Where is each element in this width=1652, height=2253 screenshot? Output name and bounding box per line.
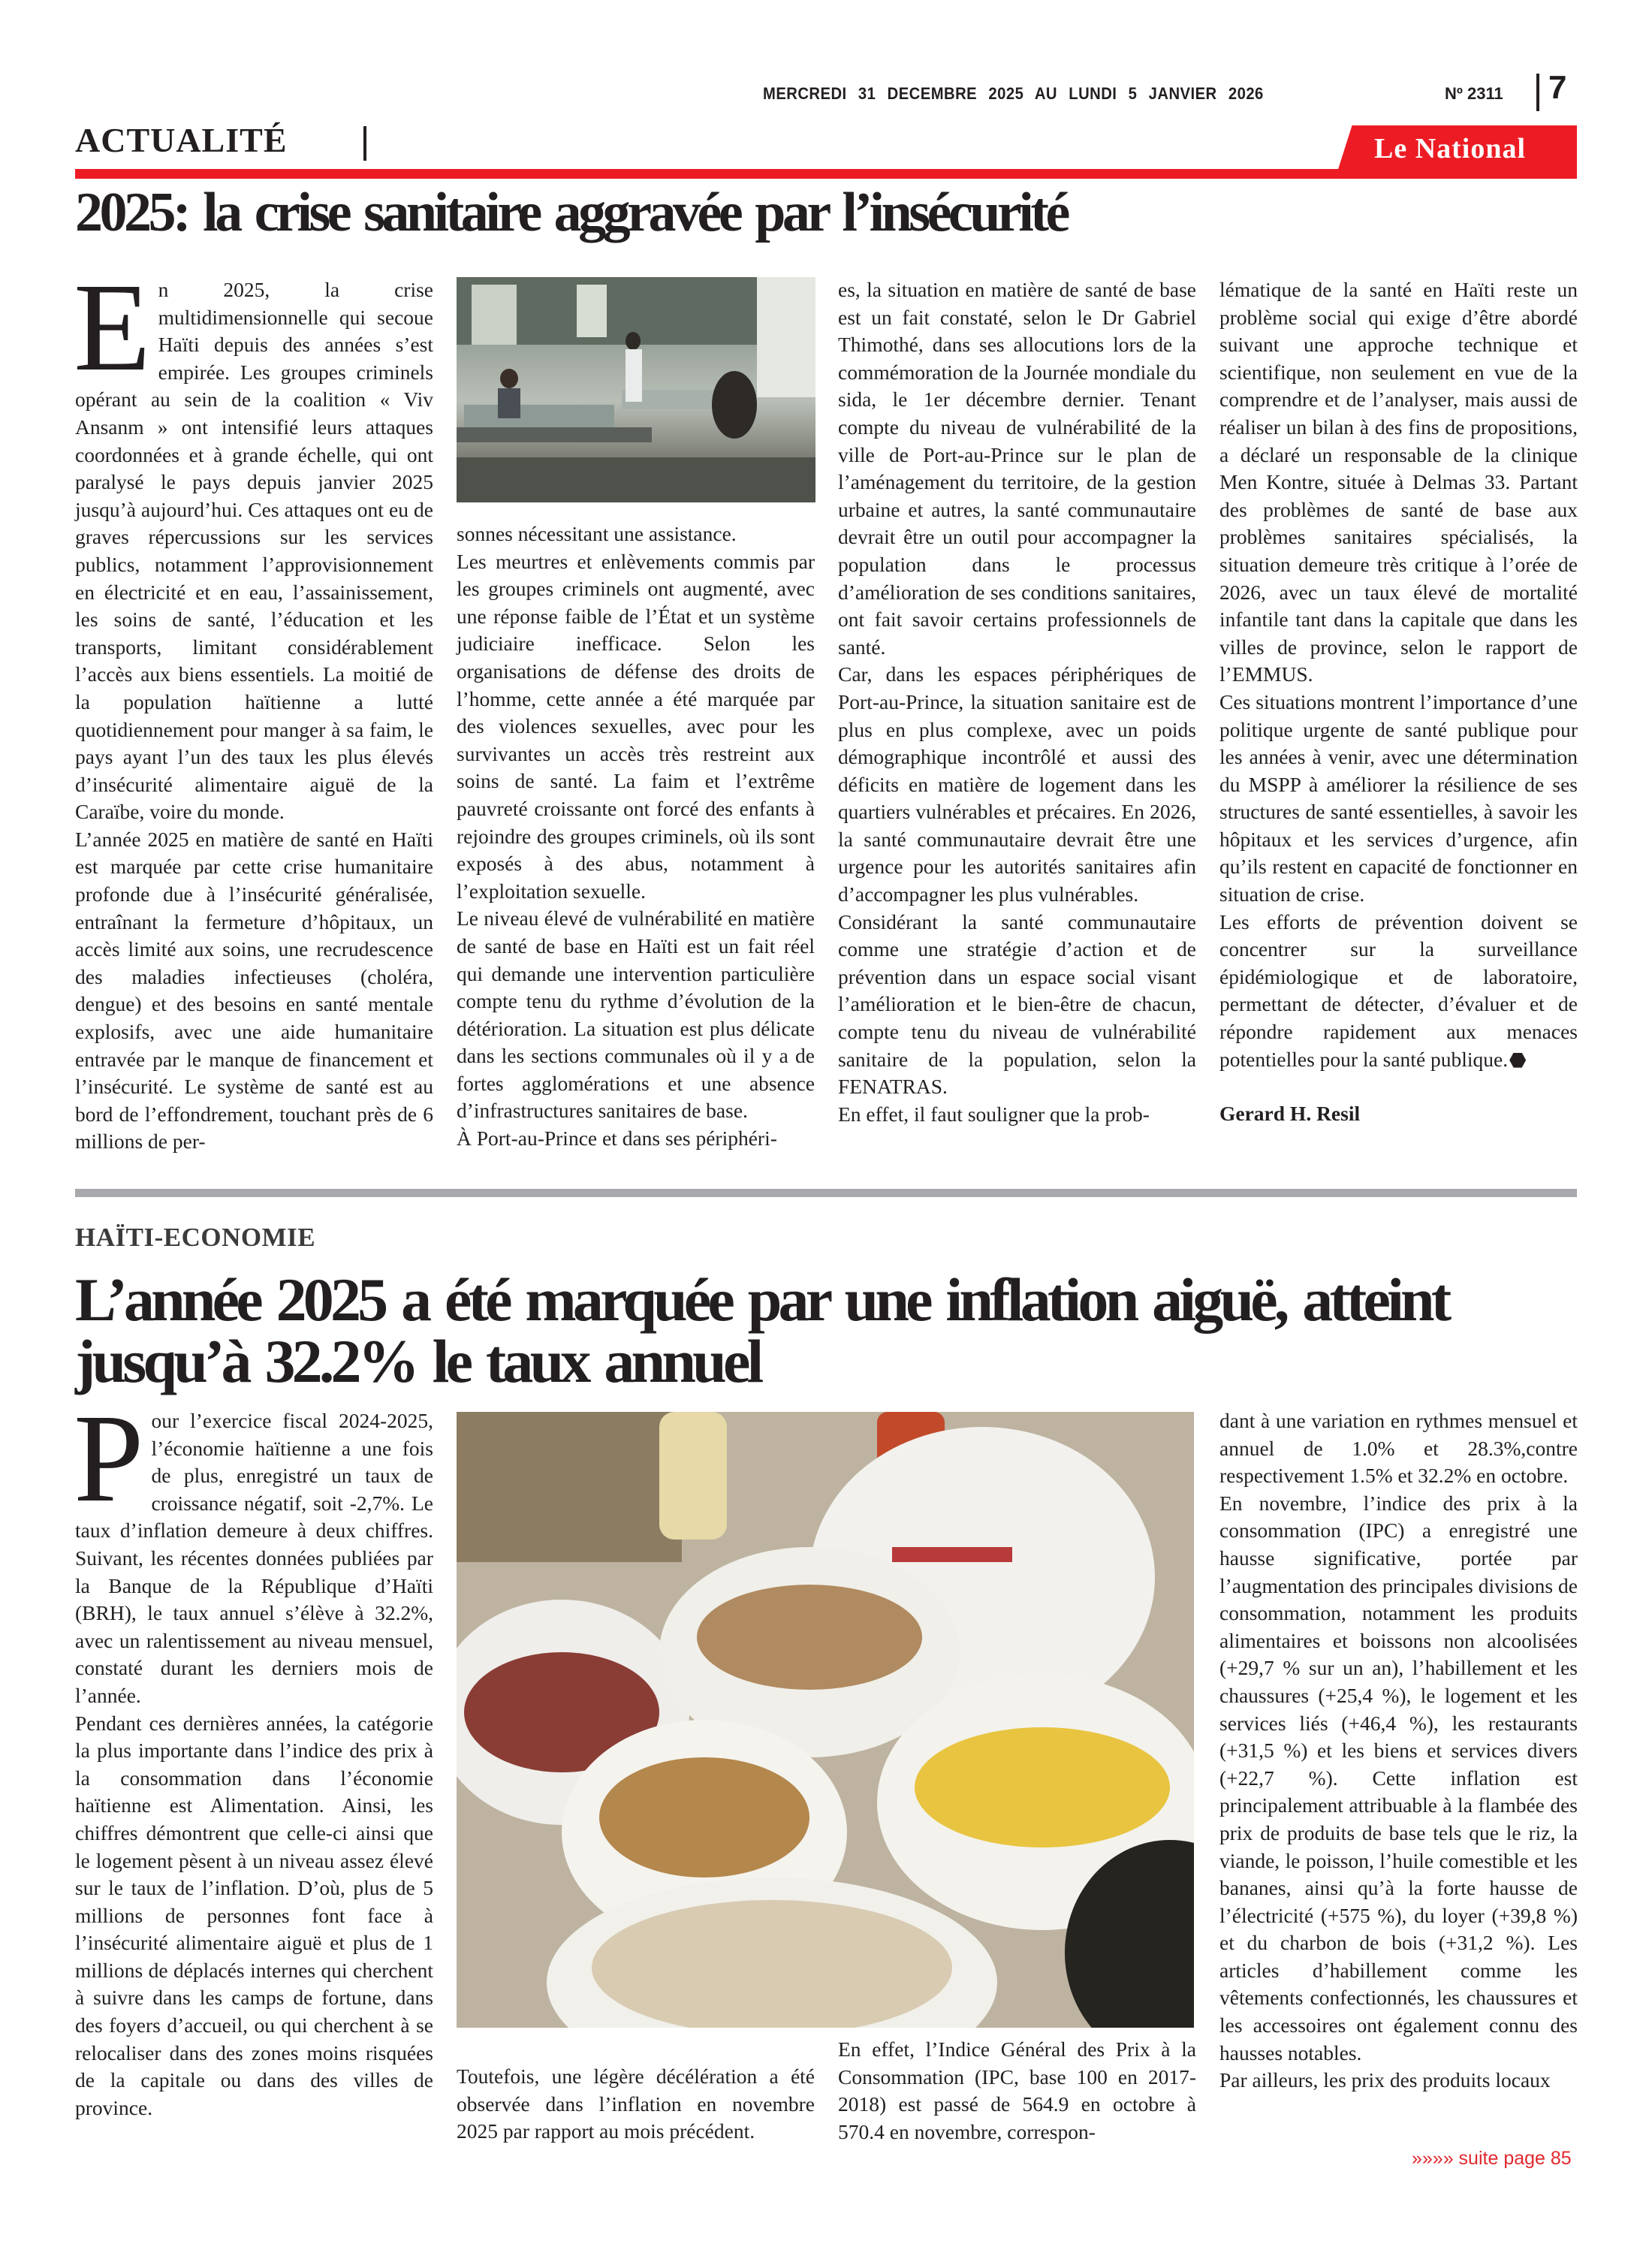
byline: Gerard H. Resil (1219, 1102, 1361, 1126)
paragraph: Car, dans les espaces périphériques de Port-au-Prince, la situation sanitaire est de plus en plus complexe, avec un poids démographique incontrôlé et aussi des déficits en matière de logement dans les quartiers vulnérables et précaires. En 2026, la santé communautaire devrait être une urgence pour les autorités sanitaires afin d’accompagner les plus vulnérables. (838, 662, 1196, 906)
article2-headline (75, 1265, 1449, 1395)
paragraph: À Port-au-Prince et dans ses périphéri- (457, 1126, 777, 1151)
paragraph: es, la situation en matière de santé de base est un fait constaté, selon le Dr Gabriel Thimothé, dans ses allocutions lors de la commémoration de la Journée mondiale du sida, le 1er décembre dernier. Tenant compte du niveau de vulnérabilité de la ville de Port-au-Prince sur le plan de l’aménagement du territoire, de la gestion urbaine et autres, la santé communautaire devrait être un outil pour accompagner la population dans le processus d’amélioration de ses conditions sanitaires, ont fait savoir certains professionnels de santé. (838, 278, 1196, 659)
market-photo (457, 1412, 1194, 2028)
divider (363, 126, 366, 161)
drop-cap: P (74, 1389, 144, 1528)
paragraph: Le niveau élevé de vulnérabilité en matière de santé de base en Haïti est un fait réel qui demande une intervention particulière compte tenu du rythme d’évolution de la détérioration. La situation est plus délicate dans les sections communales où il y a de fortes agglomérations et une absence d’infrastructures sanitaires de base. (457, 906, 815, 1123)
paragraphs (838, 2036, 1196, 2146)
paragraph: L’année 2025 en matière de santé en Haïti est marquée par cette crise humanitaire profonde due à l’insécurité généralisée, entraînant la fermeture d’hôpitaux, un accès limité aux soins, une recrudescence des maladies infectieuses (choléra, dengue) et des besoins en santé mentale explosifs, avec une aide humanitaire entravée par le manque de financement et l’insécurité. Le système de santé est au bord de l’effondrement, touchant près de 6 millions de per- (75, 827, 433, 1154)
article2-column-3 (838, 2036, 1196, 2146)
paragraph: our l’exercice fiscal 2024-2025, l’économie haïtienne a une fois de plus, enregistré un taux de croissance négatif, soit -2,7%. Le taux d’inflation demeure à deux chiffres. Suivant, les récentes données publiées par la Banque de la République d’Haïti (BRH), le taux annuel s’élève à 32.2%, avec un ralentissement au niveau mensuel, constaté durant les derniers mois de l’année. (75, 1409, 433, 1707)
divider (1536, 74, 1539, 111)
paragraph: En effet, il faut souligner que la prob- (838, 1102, 1150, 1126)
article1-column-1 (74, 258, 433, 1156)
continuation-link[interactable]: »»»» suite page 85 (1412, 2148, 1572, 2169)
article2-column-2 (457, 2063, 815, 2146)
hospital-photo (457, 277, 815, 502)
article2-kicker: HAÏTI-ECONOMIE (75, 1223, 316, 1252)
article1-column-2 (457, 520, 815, 1153)
paragraph: Ces situations montrent l’importance d’une politique urgente de santé publique pour les années à venir, avec une détermination du MSPP à améliorer la résilience de ses structures de santé essentielles, à savoir les hôpitaux et les services d’urgence, afin qu’ils restent en capacité de fonctionner en situation de crise. (1219, 689, 1578, 906)
paragraph: Par ailleurs, les prix des produits locaux (1219, 2068, 1551, 2092)
article1-column-3 (838, 276, 1196, 1128)
paragraph: En novembre, l’indice des prix à la consommation (IPC) a enregistré une hausse significative, portée par l’augmentation des principales divisions de consommation, notamment les produits alimentaires et boissons non alcoolisées (+29,7 % sur un an), l’habillement et les chaussures (+25,4 %), le logement et les services liés (+46,4 %), les restaurants (+31,5 %) et les biens et services divers (+22,7 %). Cette inflation est principalement attribuable à la flambée des prix de produits de base tels que le riz, la viande, le poisson, l’huile comestible et les bananes, ainsi qu’à la forte hausse de l’électricité (+575 %), du loyer (+39,8 %) et du charbon de bois (+31,2 %). Les articles d’habillement comme les vêtements confectionnés, les chaussures et les accessoires ont également connu des hausses notables. (1219, 1491, 1578, 2064)
issue-number: Nº 2311 (1445, 84, 1503, 103)
page-number: 7 (1548, 69, 1567, 106)
paragraphs (457, 2063, 815, 2146)
paragraphs (1219, 276, 1578, 1073)
paragraph: sonnes nécessitant une assistance. (457, 522, 737, 545)
paragraph: Les efforts de prévention doivent se concentrer sur la surveillance épidémiologique et de laboratoire, permettant de détecter, d’évaluer et de répondre rapidement aux menaces potentielles pour la santé publique. (1219, 909, 1578, 1071)
section-title: ACTUALITÉ (75, 121, 288, 159)
paragraphs (74, 258, 433, 1156)
paragraph: lématique de la santé en Haïti reste un problème social qui exige d’être abordé suivant une approche technique et scientifique, non seulement en vue de la comprendre et de l’analyser, mais aussi de réaliser un bilan à des fins de propositions, a déclaré un responsable de la clinique Men Kontre, située à Delmas 33. Partant des problèmes de santé de base aux problèmes sanitaires spécialisés, la situation demeure très critique à l’orée de 2026, avec un taux élevé de mortalité infantile tant dans la capitale que dans les villes de province, selon le rapport de l’EMMUS. (1219, 278, 1578, 686)
paragraph: n 2025, la crise multidimensionnelle qui secoue Haïti depuis des années s’est empirée. Les groupes criminels opérant au sein de la coalition « Viv Ansanm » ont intensifié leurs attaques coordonnées et à grande échelle, qui ont paralysé le pays depuis janvier 2025 jusqu’à aujourd’hui. Ces attaques ont eu de graves répercussions sur les services publics, notamment l’approvisionnement en électricité et en eau, l’assainissement, les soins de santé, l’éducation et les transports, limitant considérablement l’accès aux biens essentiels. La moitié de la population haïtienne a lutté quotidiennement pour manger à sa faim, le pays ayant l’un des taux les plus élevés d’insécurité alimentaire aiguë de la Caraïbe, voire du monde. (75, 278, 433, 824)
paragraphs (838, 276, 1196, 1128)
paragraph: dant à une variation en rythmes mensuel et annuel de 1.0% et 28.3%,contre respectivement 1.5% et 32.2% en octobre. (1219, 1409, 1578, 1488)
paragraph: Considérant la santé communautaire comme une stratégie d’action et de prévention dans un espace social visant l’amélioration et le bien-être de chacun, compte tenu du niveau de vulnérabilité sanitaire de la population, selon la FENATRAS. (838, 909, 1196, 1099)
article-separator (75, 1189, 1577, 1197)
paragraph: Les meurtres et enlèvements commis par les groupes criminels ont augmenté, avec une réponse faible de l’État et un système judiciaire inefficace. Selon les organisations de défense des droits de l’homme, cette année a été marquée par des violences sexuelles, avec pour les survivantes un accès très restreint aux soins de santé. La faim et l’extrême pauvreté croissante ont forcé des enfants à rejoindre des groupes criminels, où ils sont exposés à des abus, notamment à l’exploitation sexuelle. (457, 549, 815, 903)
headline-line: L’année 2025 a été marquée par une inflation aiguë, atteint (75, 1265, 1449, 1334)
dateline: MERCREDI 31 DECEMBRE 2025 AU LUNDI 5 JANVIER 2026 (763, 84, 1264, 103)
brand-logo: Le National (1374, 133, 1527, 164)
article2-column-4 (1219, 1407, 1578, 2095)
paragraphs (1219, 1407, 1578, 2095)
paragraph: Pendant ces dernières années, la catégorie la plus importante dans l’indice des prix à la consommation dans l’économie haïtienne est Alimentation. Ainsi, les chiffres démontrent que celle-ci ainsi que le logement pèsent à un niveau assez élevé sur le taux de l’inflation. D’où, plus de 5 millions de personnes font face à l’insécurité alimentaire aiguë et plus de 1 millions de déplacés internes qui cherchent à suivre dans les camps de fortune, dans des foyers d’accueil, ou qui cherchent à se relocaliser dans des zones moins risquées de la capitale ou dans des villes de province. (75, 1711, 433, 2119)
article1-column-4 (1219, 276, 1578, 1128)
headline-line: jusqu’à 32.2% le taux annuel (75, 1327, 761, 1395)
paragraph: Toutefois, une légère décélération a été observée dans l’inflation en novembre 2025 par rapport au mois précédent. (457, 2064, 815, 2143)
article1-headline: 2025: la crise sanitaire aggravée par l’insécurité (75, 182, 1067, 243)
drop-cap: E (74, 258, 151, 397)
paragraph: En effet, l’Indice Général des Prix à la Consommation (IPC, base 100 en 2017-2018) est passé de 564.9 en octobre à 570.4 en novembre, correspon- (838, 2037, 1196, 2143)
paragraphs (457, 520, 815, 1153)
article2-column-1 (74, 1389, 433, 2122)
end-mark-icon (1509, 1053, 1526, 1068)
